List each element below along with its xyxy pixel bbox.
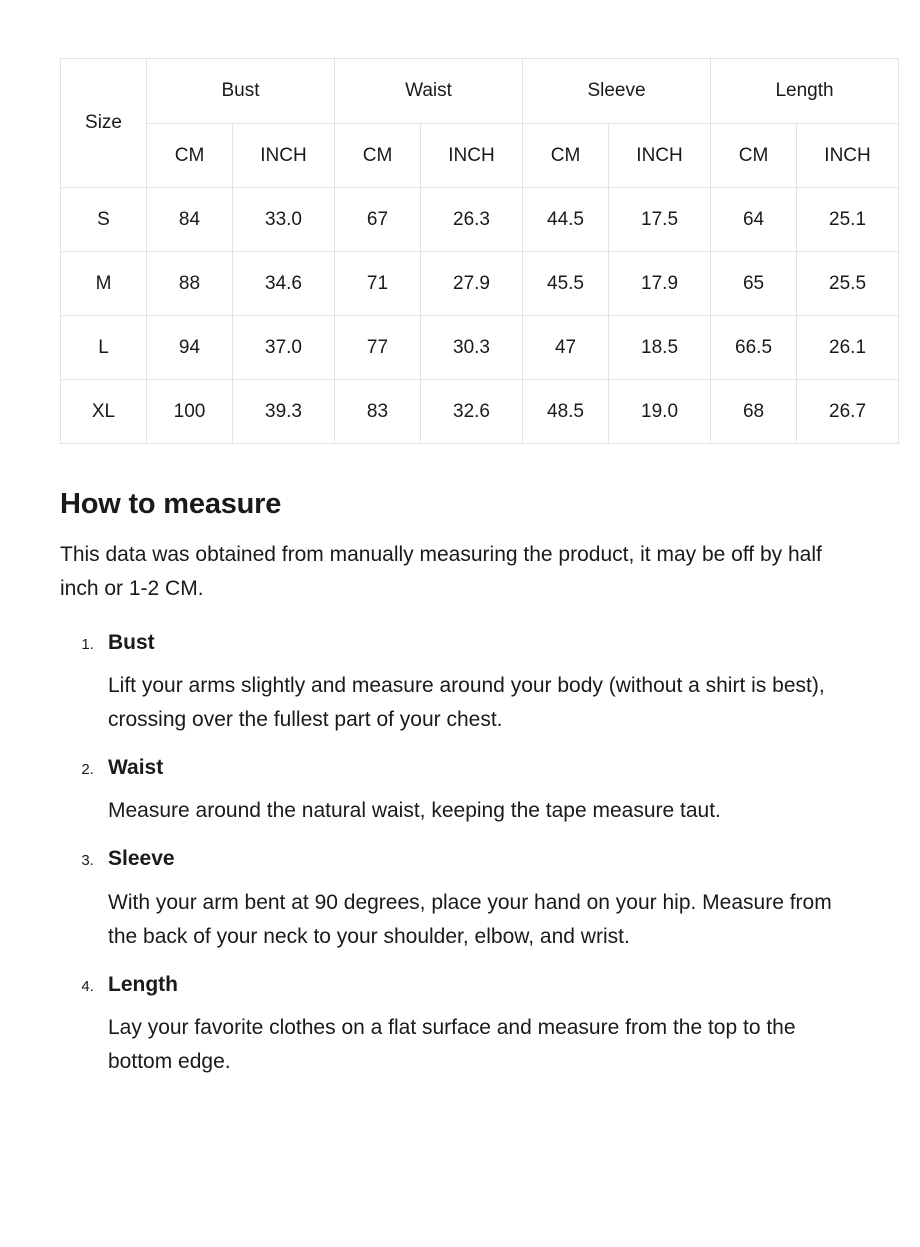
cell-size: S [61, 188, 147, 252]
list-item [98, 972, 860, 1079]
cell-bust-inch: 33.0 [233, 188, 335, 252]
cell-bust-inch: 34.6 [233, 252, 335, 316]
column-header-bust: Bust [147, 59, 335, 124]
unit-header-length-inch: INCH [797, 124, 899, 188]
column-header-size: Size [61, 59, 147, 188]
cell-length-cm: 66.5 [711, 316, 797, 380]
cell-sleeve-cm: 44.5 [523, 188, 609, 252]
column-header-sleeve: Sleeve [523, 59, 711, 124]
unit-header-bust-inch: INCH [233, 124, 335, 188]
list-item [98, 630, 860, 737]
table-body [61, 188, 899, 444]
step-body-bust: Lift your arms slightly and measure around your body (without a shirt is best), crossing over the fullest part of your chest. [108, 674, 825, 732]
cell-waist-inch: 27.9 [421, 252, 523, 316]
cell-length-inch: 26.1 [797, 316, 899, 380]
how-to-measure-steps [60, 630, 860, 1079]
table-row [61, 316, 899, 380]
cell-size: XL [61, 380, 147, 444]
cell-waist-inch: 32.6 [421, 380, 523, 444]
cell-bust-cm: 84 [147, 188, 233, 252]
table-row [61, 252, 899, 316]
cell-sleeve-inch: 18.5 [609, 316, 711, 380]
cell-size: L [61, 316, 147, 380]
cell-length-inch: 25.1 [797, 188, 899, 252]
cell-length-cm: 65 [711, 252, 797, 316]
column-header-waist: Waist [335, 59, 523, 124]
table-header [61, 59, 899, 188]
cell-bust-inch: 39.3 [233, 380, 335, 444]
unit-header-waist-cm: CM [335, 124, 421, 188]
table-header-row-units [61, 124, 899, 188]
column-header-length: Length [711, 59, 899, 124]
cell-waist-inch: 26.3 [421, 188, 523, 252]
cell-waist-cm: 67 [335, 188, 421, 252]
unit-header-bust-cm: CM [147, 124, 233, 188]
cell-bust-cm: 88 [147, 252, 233, 316]
cell-length-inch: 25.5 [797, 252, 899, 316]
cell-waist-cm: 77 [335, 316, 421, 380]
list-item [98, 846, 860, 953]
step-title-length: 4. Length [108, 972, 178, 996]
unit-header-sleeve-cm: CM [523, 124, 609, 188]
cell-length-cm: 68 [711, 380, 797, 444]
list-item [98, 755, 860, 828]
cell-length-inch: 26.7 [797, 380, 899, 444]
step-title-sleeve: 3. Sleeve [108, 847, 175, 871]
cell-sleeve-cm: 45.5 [523, 252, 609, 316]
cell-waist-cm: 83 [335, 380, 421, 444]
cell-length-cm: 64 [711, 188, 797, 252]
step-body-waist: Measure around the natural waist, keeping the tape measure taut. [108, 799, 721, 823]
cell-sleeve-inch: 17.9 [609, 252, 711, 316]
table-header-row-groups [61, 59, 899, 124]
step-title-bust: 1. Bust [108, 631, 155, 655]
cell-size: M [61, 252, 147, 316]
cell-waist-inch: 30.3 [421, 316, 523, 380]
size-chart-table [60, 58, 899, 444]
cell-bust-cm: 94 [147, 316, 233, 380]
table-row [61, 188, 899, 252]
unit-header-waist-inch: INCH [421, 124, 523, 188]
cell-bust-inch: 37.0 [233, 316, 335, 380]
step-body-sleeve: With your arm bent at 90 degrees, place your hand on your hip. Measure from the back of your neck to your shoulder, elbow, and wrist. [108, 890, 832, 948]
how-to-measure-title: How to measure [60, 488, 282, 520]
cell-waist-cm: 71 [335, 252, 421, 316]
cell-sleeve-inch: 17.5 [609, 188, 711, 252]
step-body-length: Lay your favorite clothes on a flat surface and measure from the top to the bottom edge. [108, 1015, 796, 1073]
table-row [61, 380, 899, 444]
cell-sleeve-cm: 47 [523, 316, 609, 380]
cell-bust-cm: 100 [147, 380, 233, 444]
cell-sleeve-inch: 19.0 [609, 380, 711, 444]
unit-header-sleeve-inch: INCH [609, 124, 711, 188]
unit-header-length-cm: CM [711, 124, 797, 188]
step-title-waist: 2. Waist [108, 756, 164, 780]
how-to-measure-intro: This data was obtained from manually measuring the product, it may be off by half inch or 1-2 CM. [60, 543, 822, 601]
cell-sleeve-cm: 48.5 [523, 380, 609, 444]
